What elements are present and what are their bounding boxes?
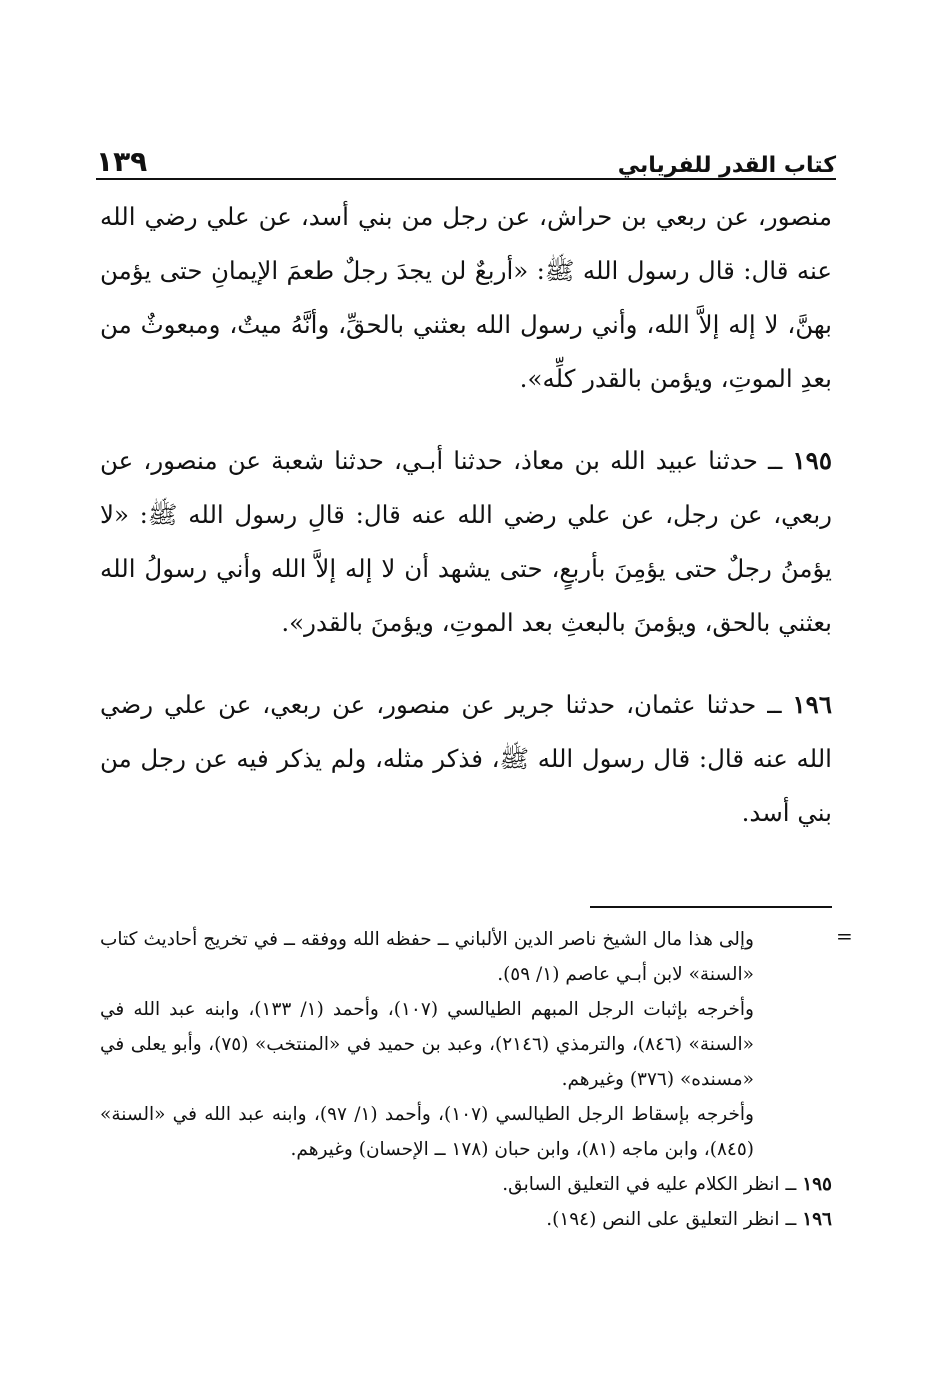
footnote-paragraph: وأخرجه بإثبات الرجل المبهم الطيالسي (١٠٧)، وأحمد (١/ ١٣٣)، وابنه عبد الله في «السنة» (٨٤٦)، والترمذي (٢١٤٦)، وعبد بن حميد في «المنتخب» (٧٥)، وأبو يعلى في «مسنده» (٣٧٦) وغيرهم. (100, 999, 754, 1090)
paragraph-hadith-196 (100, 678, 832, 840)
book-title: كتاب القدر للفريابي (617, 153, 836, 178)
footnote-number: ١٩٦ (802, 1209, 832, 1230)
main-text (100, 190, 832, 840)
page-header (96, 138, 836, 178)
footnote-text: ــ انظر التعليق على النص (١٩٤). (546, 1209, 797, 1230)
hadith-number: ١٩٥ (792, 446, 832, 475)
footnote-195 (100, 1167, 832, 1202)
footnote-text: ــ انظر الكلام عليه في التعليق السابق. (502, 1174, 797, 1195)
footnote-196 (100, 1202, 832, 1237)
hadith-number: ١٩٦ (792, 690, 832, 719)
footnote-number: ١٩٥ (802, 1174, 832, 1195)
footnote-separator (590, 906, 832, 908)
continuation-mark: = (836, 924, 853, 948)
page-number: ١٣٩ (96, 145, 148, 178)
footnotes (100, 922, 832, 1237)
paragraph-hadith-194-continued: منصور، عن ربعي بن حراش، عن رجل من بني أسد، عن علي رضي الله عنه قال: قال رسول الله ﷺ: «أربعٌ لن يجدَ رجلٌ طعمَ الإيمانِ حتى يؤمن بهنَّ، لا إله إلاَّ الله، وأني رسول الله بعثني بالحقِّ، وأنَّهُ ميتٌ، ومبعوثٌ من بعدِ الموتِ، ويؤمن بالقدر كلِّه». (100, 202, 832, 393)
paragraph-hadith-195 (100, 434, 832, 650)
header-rule (96, 178, 836, 180)
footnote-paragraph: وإلى هذا مال الشيخ ناصر الدين الألباني ــ حفظه الله ووفقه ــ في تخريج أحاديث كتاب «السنة» لابن أبـي عاصم (١/ ٥٩). (100, 929, 754, 985)
hadith-text: ــ حدثنا عثمان، حدثنا جرير عن منصور، عن ربعي، عن علي رضي الله عنه قال: قال رسول الله ﷺ، فذكر مثله، ولم يذكر فيه عن رجل من بني أسد. (100, 690, 832, 827)
hadith-text: ــ حدثنا عبيد الله بن معاذ، حدثنا أبـي، حدثنا شعبة عن منصور، عن ربعي، عن رجل، عن علي رضي الله عنه قال: قالِ رسول الله ﷺ: «لا يؤمنُ رجلٌ حتى يؤمِنَ بأربعٍ، حتى يشهد أن لا إله إلاَّ الله وأني رسولُ الله بعثني بالحق، ويؤمنَ بالبعثِ بعد الموتِ، ويؤمنَ بالقدر». (100, 446, 832, 637)
footnote-paragraph: وأخرجه بإسقاط الرجل الطيالسي (١٠٧)، وأحمد (١/ ٩٧)، وابنه عبد الله في «السنة» (٨٤٥)، وابن ماجه (٨١)، وابن حبان (١٧٨ ــ الإحسان) وغيرهم. (100, 1104, 754, 1160)
